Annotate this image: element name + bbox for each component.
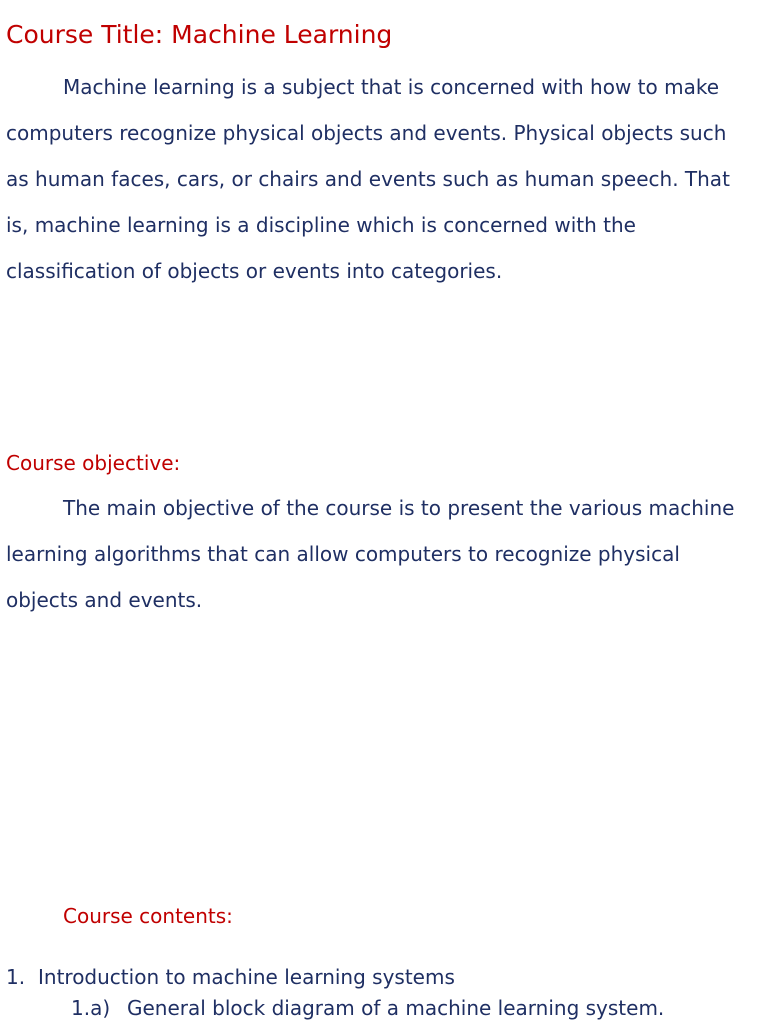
course-title: Course Title: Machine Learning — [6, 20, 393, 49]
contents-subitem-text: General block diagram of a machine learning system. — [127, 996, 665, 1020]
objective-paragraph — [6, 485, 756, 623]
contents-heading: Course contents: — [63, 904, 233, 928]
intro-line: is, machine learning is a discipline which is concerned with the — [6, 213, 636, 237]
contents-subitem — [71, 994, 664, 1022]
contents-item-number: 1. — [6, 965, 26, 989]
contents-item-text: Introduction to machine learning systems — [38, 965, 455, 989]
intro-line: as human faces, cars, or chairs and events such as human speech. That — [6, 167, 730, 191]
intro-line: Machine learning is a subject that is concerned with how to make — [63, 75, 720, 99]
intro-line: computers recognize physical objects and events. Physical objects such — [6, 121, 727, 145]
intro-paragraph — [6, 64, 756, 294]
intro-line: classification of objects or events into categories. — [6, 259, 503, 283]
objective-line: objects and events. — [6, 588, 203, 612]
objective-line: The main objective of the course is to present the various machine — [63, 496, 735, 520]
objective-heading: Course objective: — [6, 451, 181, 475]
contents-item — [6, 963, 455, 991]
contents-subitem-number: 1.a) — [71, 996, 111, 1020]
objective-line: learning algorithms that can allow computers to recognize physical — [6, 542, 680, 566]
